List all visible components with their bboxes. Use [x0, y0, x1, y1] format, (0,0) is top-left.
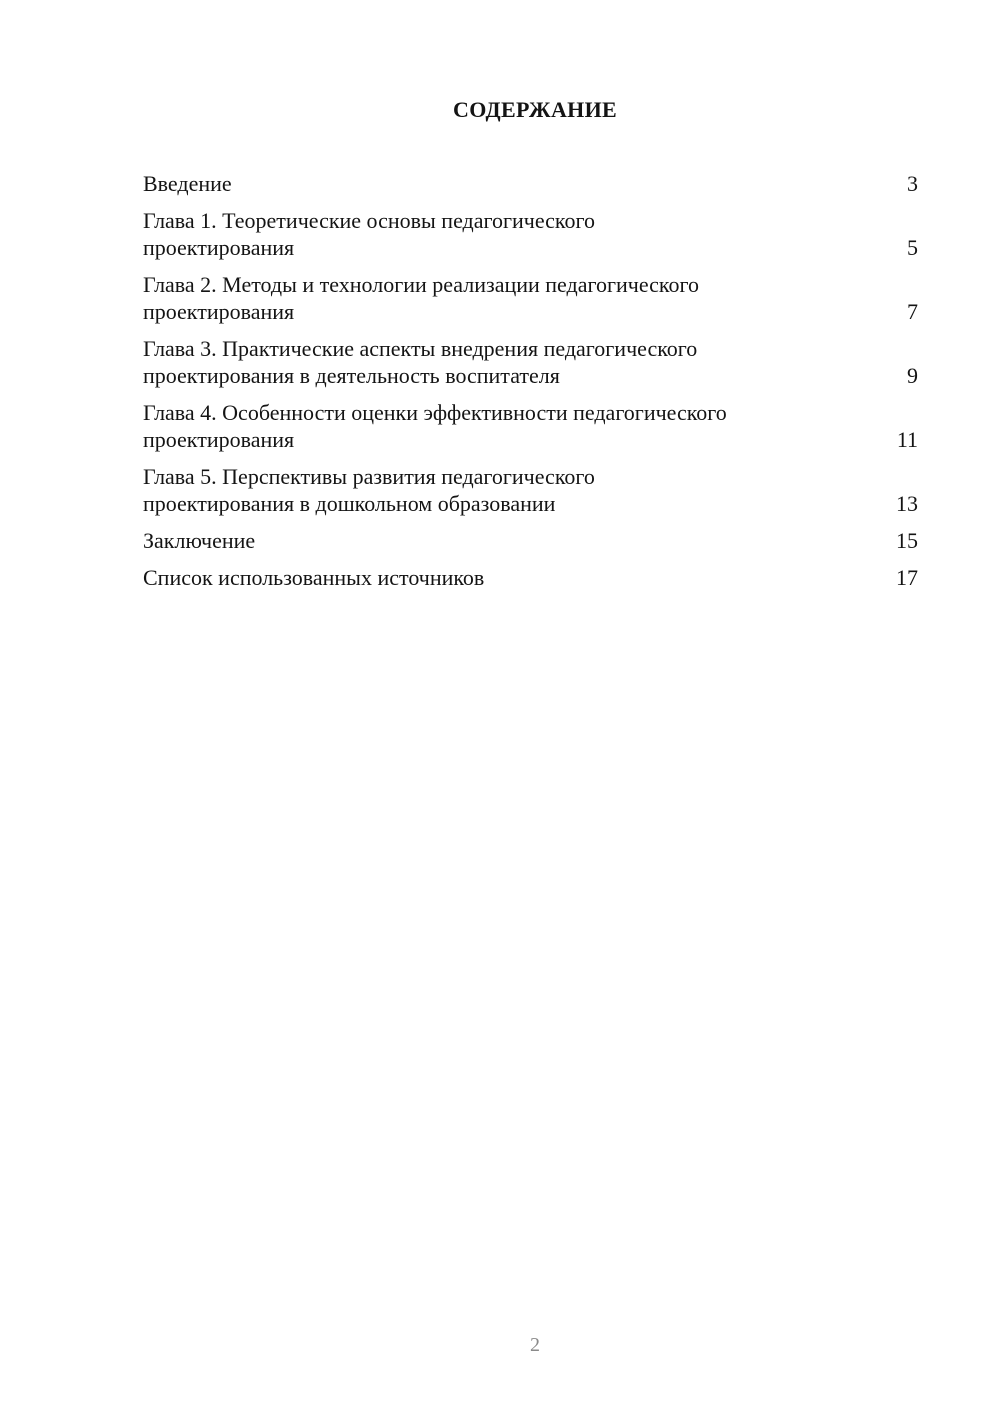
toc-entry-label: [143, 564, 888, 591]
toc-entry-chapter-4: [143, 399, 918, 453]
toc-entry-label-line: Введение: [143, 171, 232, 196]
toc-entry-label-line: проектирования: [143, 427, 295, 452]
toc-entry-introduction: [143, 170, 918, 197]
toc-entry-label: [143, 335, 888, 389]
toc-title: СОДЕРЖАНИЕ: [453, 97, 617, 122]
toc-entry-page-number: 13: [896, 491, 918, 516]
toc-entry-references: [143, 564, 918, 591]
toc-entry-page-number: 7: [907, 299, 918, 324]
toc-entry-page-number: 11: [896, 427, 918, 452]
toc-entry-page-number: 17: [896, 565, 918, 590]
toc-entry-label: [143, 399, 888, 453]
toc-entry-label-line: Заключение: [143, 528, 256, 553]
toc-entry-label-line: Глава 5. Перспективы развития педагогического: [143, 464, 595, 489]
toc-entry-label: [143, 207, 888, 261]
toc-entry-conclusion: [143, 527, 918, 554]
toc-entry-label-line: Глава 1. Теоретические основы педагогического: [143, 208, 595, 233]
toc-entry-page-number: 5: [907, 235, 918, 260]
toc-entry-label-line: Глава 4. Особенности оценки эффективности педагогического: [143, 400, 727, 425]
table-of-contents: [143, 170, 918, 601]
toc-entry-page-number: 3: [907, 171, 918, 196]
toc-entry-page-number: 9: [907, 363, 918, 388]
toc-entry-label: [143, 527, 888, 554]
toc-entry-label-line: Список использованных источников: [143, 565, 485, 590]
toc-entry-label: [143, 271, 888, 325]
toc-entry-label-line: проектирования: [143, 299, 295, 324]
toc-entry-label-line: проектирования в деятельность воспитателя: [143, 363, 560, 388]
toc-entry-label: [143, 463, 888, 517]
toc-entry-chapter-5: [143, 463, 918, 517]
toc-entry-chapter-3: [143, 335, 918, 389]
toc-entry-page-number: 15: [896, 528, 918, 553]
toc-entry-label-line: проектирования: [143, 235, 295, 260]
toc-entry-label: [143, 170, 888, 197]
toc-entry-label-line: Глава 2. Методы и технологии реализации педагогического: [143, 272, 699, 297]
toc-entry-label-line: Глава 3. Практические аспекты внедрения педагогического: [143, 336, 698, 361]
page-number: 2: [530, 1334, 540, 1356]
toc-entry-chapter-1: [143, 207, 918, 261]
toc-entry-chapter-2: [143, 271, 918, 325]
toc-entry-label-line: проектирования в дошкольном образовании: [143, 491, 556, 516]
